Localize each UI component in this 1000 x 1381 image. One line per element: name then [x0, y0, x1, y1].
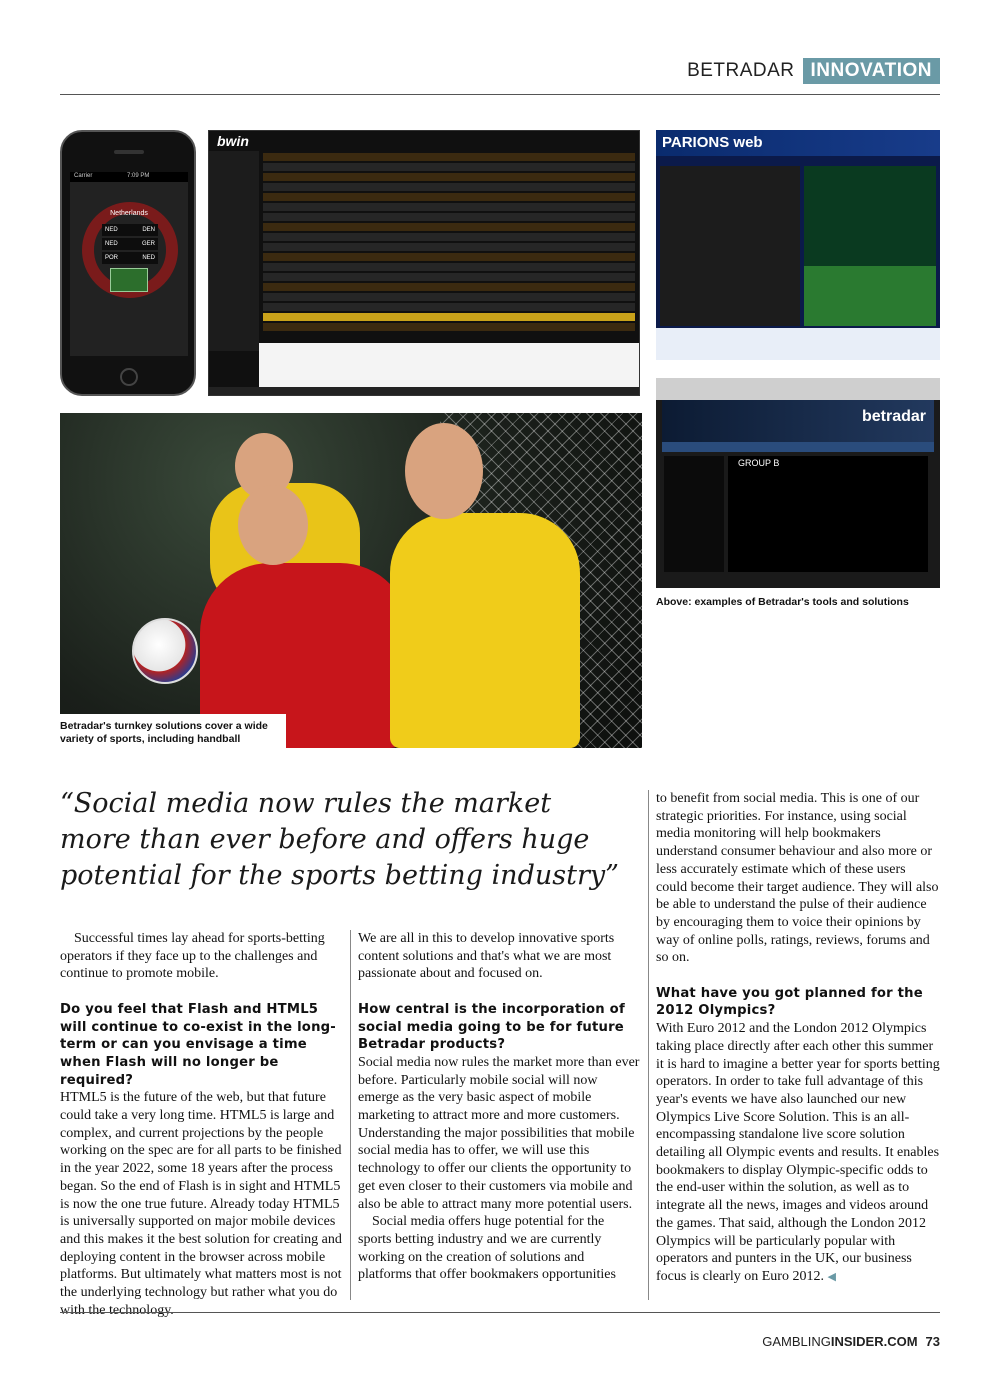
answer-paragraph — [656, 1020, 940, 1286]
intro-paragraph: Successful times lay ahead for sports-betting operators if they face up to the challenges and continue to promote mobile. — [60, 931, 325, 982]
match-row: NED DEN — [102, 224, 158, 236]
match-row: POR NED — [102, 252, 158, 264]
answer-paragraph: Social media now rules the market more than ever before. Particularly mobile social will now emerge as the very basic aspect of mobile marketing to attract more and more customers. Understanding the major possibilities that mobile social media has to offer, we will use this technology to offer our clients the opportunity to get even closer to their customers via mobile and also be able to attract many more potential users. — [358, 1054, 640, 1212]
bwin-row — [263, 163, 635, 171]
section-tag: INNOVATION — [803, 58, 940, 84]
betradar-sidebar — [664, 456, 724, 572]
page-number: 73 — [925, 1334, 940, 1349]
bwin-footer-bar — [209, 387, 639, 395]
bwin-screenshot — [208, 130, 640, 396]
bwin-row — [263, 323, 635, 331]
bwin-row — [263, 193, 635, 201]
question-heading: What have you got planned for the 2012 Olympics? — [656, 985, 923, 1019]
caption-handball: Betradar's turnkey solutions cover a wide variety of sports, including handball — [60, 720, 268, 745]
column-divider — [350, 930, 351, 1300]
bwin-row — [263, 263, 635, 271]
end-mark-icon: ◀ — [827, 1269, 836, 1283]
phone-team-title: Netherlands — [110, 210, 148, 217]
footer-rule — [60, 1312, 940, 1313]
bwin-row — [263, 183, 635, 191]
bwin-row — [263, 213, 635, 221]
phone-status-bar — [70, 172, 188, 182]
bwin-row — [263, 253, 635, 261]
bwin-row — [263, 233, 635, 241]
bwin-sidebar — [209, 151, 259, 351]
page-footer — [762, 1334, 940, 1349]
match-row: NED GER — [102, 238, 158, 250]
answer-paragraph: Social media offers huge potential for the sports betting industry and we are currently working on the creation of solutions and platforms that offer bookmakers opportunities — [358, 1214, 616, 1283]
bwin-logo: bwin — [217, 133, 249, 149]
bwin-row — [263, 303, 635, 311]
handball-ball — [132, 618, 198, 684]
phone-screen — [70, 172, 188, 356]
question-heading: Do you feel that Flash and HTML5 will continue to co-exist in the long-term or can you envisage a time when Flash will no longer be required? — [60, 1001, 336, 1088]
parions-odds-table — [660, 166, 800, 326]
parions-screenshot — [656, 130, 940, 360]
bwin-row — [263, 203, 635, 211]
header-rule — [60, 94, 940, 95]
footer-site: GAMBLINGINSIDER.COM — [762, 1334, 918, 1349]
question-heading: How central is the incorporation of social media going to be for future Betradar products? — [358, 1001, 625, 1053]
answer-text: With Euro 2012 and the London 2012 Olympics taking place directly after each other this summer it is hard to imagine a better year for sports betting operators. In order to take full advantage of this year's events we have also launched our new Olympics Live Score Solution. This is an all-encompassing standalone live score solution detailing all Olympic events and results. It enables bookmakers to display Olympic-specific odds to the end-user within the solution, as well as to integrate all the news, images and videos around the games. That said, although the London 2012 Olympics will be particularly popular with operators and punters in the UK, our business focus is clearly on Euro 2012. — [656, 1021, 940, 1284]
parions-grass — [804, 266, 936, 326]
player-head — [405, 423, 483, 519]
bwin-row — [263, 153, 635, 161]
bwin-row — [263, 283, 635, 291]
article-column-1 — [60, 930, 344, 1319]
pull-quote: “Social media now rules the market more than ever before and offers huge potential for the sports betting industry” — [60, 788, 619, 891]
group-label: GROUP B — [738, 458, 780, 468]
bwin-row — [263, 223, 635, 231]
bwin-row — [263, 273, 635, 281]
parions-feature-panel — [804, 166, 936, 326]
page-header — [687, 56, 940, 86]
parions-header — [656, 130, 940, 156]
phone-app-image — [60, 130, 196, 396]
betradar-logo: betradar — [861, 408, 926, 425]
phone-speaker — [114, 150, 144, 154]
bwin-row-highlight — [263, 313, 635, 321]
answer-paragraph: HTML5 is the future of the web, but that future could take a very long time. HTML5 is large and complex, and current projections by the people working on the spec are for all parts to be finished in the year 2022, some 18 years after the process began. So the end of Flash is in sight and HTML5 is now the one true future. Already today HTML5 is universally supported on major mobile devices and this makes it the best solution for creating and deploying content in the browser across mobile platforms. But ultimately what matters most is not the underlying technology but rather what you do with the technology. — [60, 1090, 342, 1318]
photo-caption-box — [60, 714, 286, 748]
betradar-main — [728, 456, 928, 572]
parions-logo: PARIONS web — [662, 134, 763, 151]
betradar-nav — [662, 442, 934, 452]
caption-tools: Above: examples of Betradar's tools and solutions — [656, 596, 909, 608]
pitch-graphic — [110, 268, 148, 292]
bwin-row — [263, 173, 635, 181]
header-brand: BETRADAR — [687, 60, 795, 81]
bwin-row — [263, 293, 635, 301]
article-column-2 — [358, 930, 640, 1284]
time-label: 7:09 PM — [126, 173, 150, 179]
home-button-icon — [120, 368, 138, 386]
player-yellow-front — [390, 513, 580, 748]
article-column-3 — [656, 790, 940, 1286]
browser-bar — [656, 378, 940, 400]
player-head — [238, 485, 308, 565]
body-paragraph: We are all in this to develop innovative sports content solutions and that's what we are most passionate about and focused on. — [358, 931, 615, 982]
bwin-row — [263, 243, 635, 251]
body-paragraph: to benefit from social media. This is one of our strategic priorities. For instance, using social media monitoring will help bookmakers understand consumer behaviour and also more or less accurately estimate which of these users could become their target audience. They will also be able to understand the pulse of their audience by encouraging them to voice their opinions by way of online polls, ratings, reviews, forums and so on. — [656, 791, 939, 966]
handball-photo — [60, 413, 642, 748]
carrier-label: Carrier — [74, 173, 93, 179]
parions-footer — [656, 328, 940, 360]
betradar-screenshot — [656, 378, 940, 588]
column-divider — [648, 790, 649, 1300]
